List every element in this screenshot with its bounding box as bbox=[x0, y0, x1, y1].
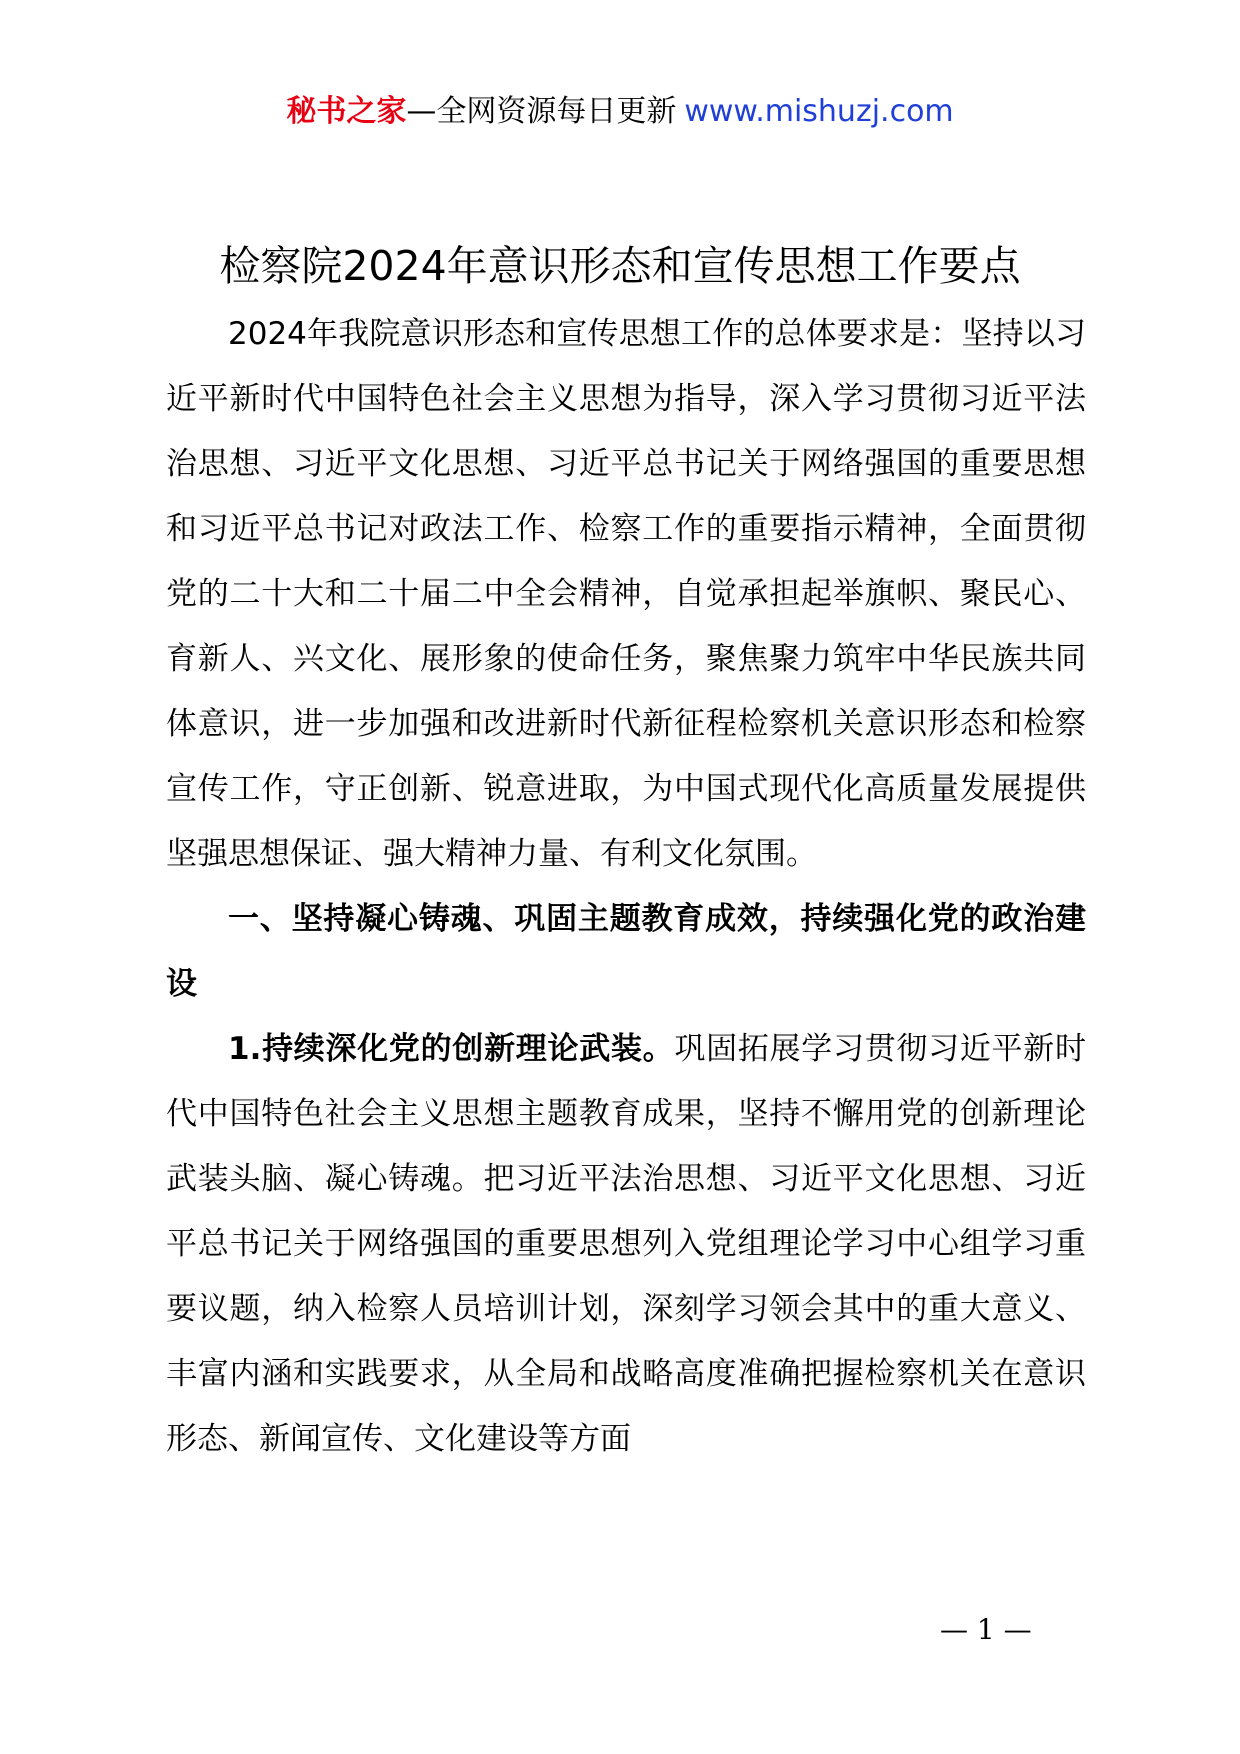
site-brand: 秘书之家 bbox=[286, 94, 407, 129]
document-title: 检察院2024年意识形态和宣传思想工作要点 bbox=[219, 242, 1021, 290]
section-heading: 一、坚持凝心铸魂、巩固主题教育成效，持续强化党的政治建设 bbox=[166, 901, 1086, 1002]
page-number: — 1 — bbox=[940, 1613, 1032, 1646]
document-body bbox=[166, 302, 1086, 1472]
item-lead: 1.持续深化党的创新理论武装。 bbox=[228, 1031, 675, 1067]
intro-paragraph: 2024年我院意识形态和宣传思想工作的总体要求是：坚持以习近平新时代中国特色社会主义思想为指导，深入学习贯彻习近平法治思想、习近平文化思想、习近平总书记关于网络强国的重要思想和习近平总书记对政法工作、检察工作的重要指示精神，全面贯彻党的二十大和二十届二中全会精神，自觉承担起举旗帜、聚民心、育新人、兴文化、展形象的使命任务，聚焦聚力筑牢中华民族共同体意识，进一步加强和改进新时代新征程检察机关意识形态和检察宣传工作，守正创新、锐意进取，为中国式现代化高质量发展提供坚强思想保证、强大精神力量、有利文化氛围。 bbox=[166, 316, 1086, 872]
site-header bbox=[0, 92, 1240, 132]
site-slogan: —全网资源每日更新 bbox=[406, 94, 677, 129]
item-text: 巩固拓展学习贯彻习近平新时代中国特色社会主义思想主题教育成果，坚持不懈用党的创新理论武装头脑、凝心铸魂。把习近平法治思想、习近平文化思想、习近平总书记关于网络强国的重要思想列入党组理论学习中心组学习重要议题，纳入检察人员培训计划，深刻学习领会其中的重大意义、丰富内涵和实践要求，从全局和战略高度准确把握检察机关在意识形态、新闻宣传、文化建设等方面 bbox=[166, 1031, 1086, 1457]
item-paragraph bbox=[166, 1017, 1086, 1472]
site-url[interactable]: www.mishuzj.com bbox=[684, 94, 954, 129]
